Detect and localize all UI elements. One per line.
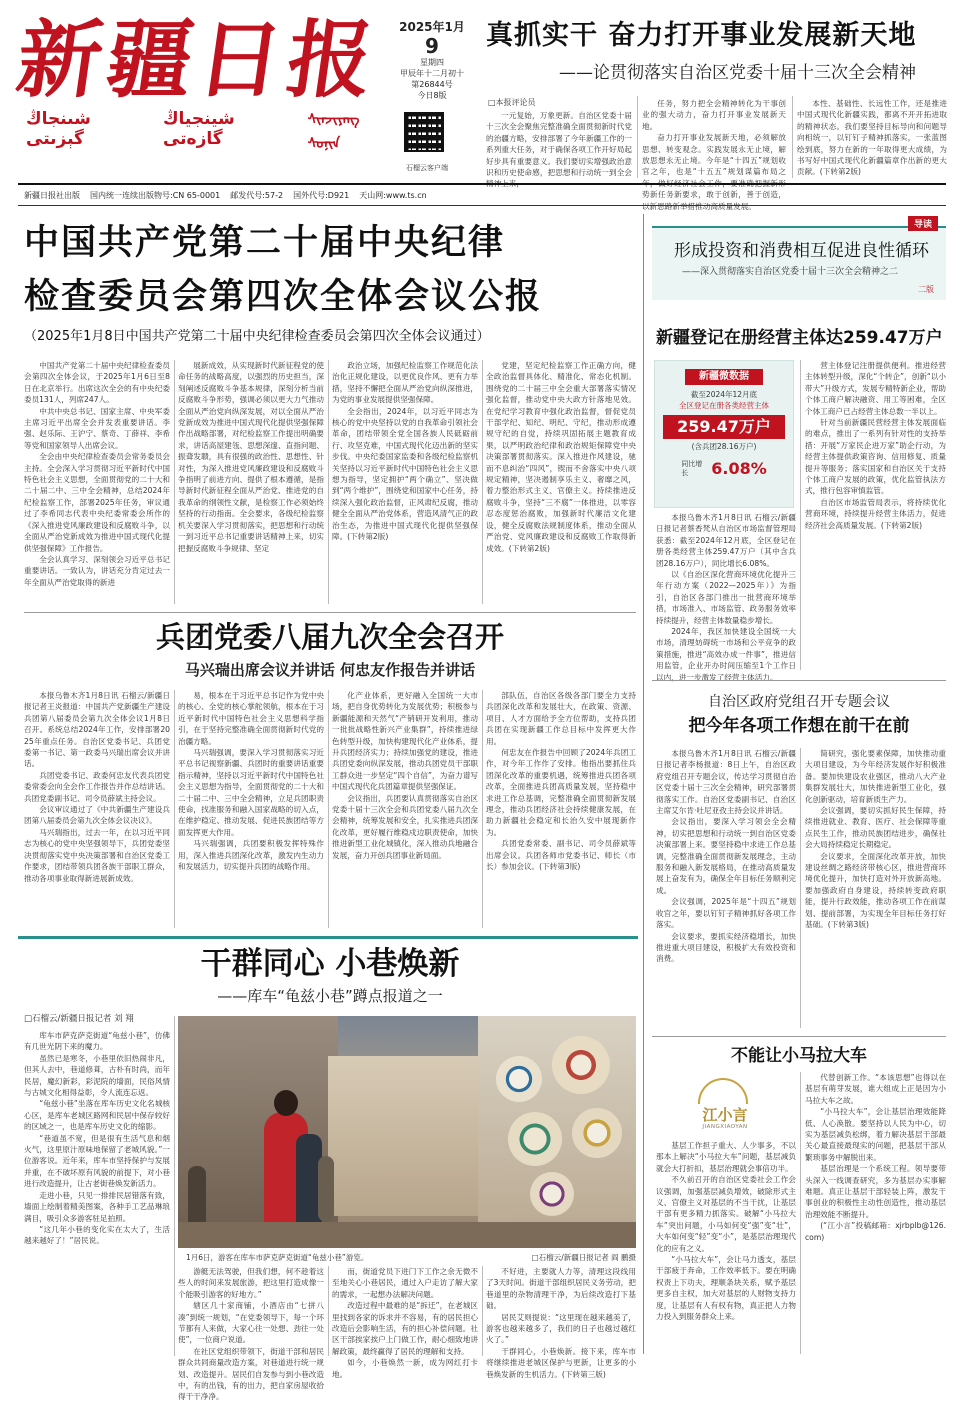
commentary-col1: 一元复始，万象更新。自治区党委十届十三次全会聚焦完整准确全面贯彻新时代党的治疆方略，安排部署了今年新疆工作的一系列重大任务，对于确保各项工作开好局起好步具有重要意义。我们要切实增强政治意识和历史使命感，把思想和行动统一到全会精神上来， [486, 111, 632, 189]
publisher-intl: 国外代号:D921 [293, 190, 350, 200]
guide-page: 二版 [918, 285, 934, 294]
publisher-bar [24, 188, 944, 202]
feature-subtitle: ——库车“龟兹小巷”蹲点报道之一 [217, 987, 443, 1005]
qr-code-icon[interactable] [404, 112, 444, 152]
essay-col1: 基层工作担子重大、人少事多，不以那本上解决“小马拉大车”问题，基层减负就会大打折扣，基层治理就会事倍功半。 不久前召开的自治区党委社会工作会议强调，加强基层减负增效，破除形式主义、官僚主义对基层的不当干扰，让基层干部有更多精力抓落实。破解“小马拉大车”突出问题，小马如何变“强”变“壮”，大车如何变“轻”变“小”，是基层治理现代化的应有之义。 “小马拉大车”，会让马力透支，基层干部疲于奔命，工作效率低下。要在明确权责上下功夫，理顺条块关系，赋予基层更多自主权，加大对基层的人财物支持力度，让基层有人有权有物，真正把人力物力投入到服务群众上来。 [656, 1141, 796, 1322]
data-card-line1: 截至2024年12月底 [690, 390, 758, 399]
issue-number: 第26844号 [411, 80, 453, 89]
masthead-logo [11, 10, 388, 109]
commentary-col3: 本性、基础性、长远性工作，还是推进中国式现代化新疆实践，都离不开开拓进取的精神状态。我们要坚持目标导向和问题导向相统一，以钉钉子精神抓落实，一张蓝图绘到底，努力在新的一年取得更大成绩，为书写好中国式现代化新疆篇章作出新的更大贡献。(下转第2版) [797, 99, 947, 177]
commentary-col2: 任务，努力把全会精神转化为干事创业的强大动力，奋力打开事业发展新天地。 奋力打开事业发展新天地，必须解放思想、转变观念。实践发展永无止境，解放思想永无止境。今年是“十四五”规划收官之年，也是“十五五”规划谋篇布局之年，做好经济社会工作，要准确把握新形势新任务新要求，敢于创新，善于创造，以新思路新举措推动高质量发展。 [642, 99, 786, 211]
date-day: 9 [425, 34, 439, 58]
masthead-minority-scripts [26, 109, 386, 152]
commentary-subtitle: ——论贯彻落实自治区党委十届十三次全会精神 [559, 63, 916, 83]
guide-tag: 导读 [908, 216, 938, 231]
date-weekday: 星期四 [420, 58, 444, 67]
guide-box[interactable] [652, 220, 946, 300]
regional-title-line1: 自治区政府党组召开专题会议 [708, 694, 890, 710]
feature-photo [178, 1016, 636, 1248]
masthead-kazakh: شينجياڭ گازەتى [162, 109, 235, 149]
masthead-logo-text: 新疆日报 [11, 10, 386, 109]
publisher-website: 天山网:www.ts.cn [359, 190, 427, 200]
data-card-title: 新疆微数据 [685, 369, 763, 385]
feature-byline: □石榴云/新疆日报记者 刘 翔 [24, 1014, 134, 1024]
page-count: 今日8版 [417, 91, 447, 100]
data-card-line2: 全区登记在册各类经营主体 [679, 401, 769, 410]
bingtuan-subtitle: 马兴瑞出席会议并讲话 何忠友作报告并讲话 [184, 661, 476, 679]
feature-col3: 而，街道党员下进门下工作之余无微不至地关心小巷居民，通过入户走访了解大家的需求，一起想办法解决问题。 改造过程中最难的是“拆迁”，在老城区里找到各家的诉求并不容易，有的居民担心改造后会影响生活，有的担心补偿问题。社区干部挨家挨户上门做工作，耐心细致地讲解政策，最终赢得了居民的理解和支持。 如今，小巷焕然一新，成为网红打卡地。 [332, 1267, 478, 1379]
qr-caption: 石榴云客户端 [406, 164, 448, 172]
masthead-uyghur: شىنجاڭ گېزىتى [26, 109, 91, 149]
date-box [396, 18, 468, 110]
essay-title: 不能让小马拉大车 [731, 1046, 867, 1066]
publisher-postal: 邮发代号:57-2 [230, 190, 284, 200]
data-card-big: 259.47万户 [663, 415, 785, 439]
essay-column-label: 江小言 [702, 1106, 748, 1124]
publisher-cn-number: 国内统一连续出版物号:CN 65-0001 [90, 190, 221, 200]
bingtuan-col1: 本报乌鲁木齐1月8日讯 石榴云/新疆日报记者王炎报道：中国共产党新疆生产建设兵团第八届委员会第九次全体会议1月8日召开。系统总结2024年工作，安排部署2025年重点任务。自治区党委书记、兵团党委第一书记、第一政委马兴瑞出席会议并讲话。 兵团党委书记、政委何忠友代表兵团党委常委会向全会作工作报告并作总结讲话。兵团党委副书记、司令员薛斌主持会议。 会议审议通过了《中共新疆生产建设兵团第八届委员会第九次全体会议决议》。 马兴瑞指出，过去一年，在以习近平同志为核心的党中央坚强领导下，兵团党委坚决贯彻落实党中央决策部署和自治区党委工作要求，团结带领兵团各族干部职工群众，推动各项事业取得新进展新成效。 [24, 691, 170, 883]
market-title: 新疆登记在册经营主体达259.47万户 [656, 328, 943, 348]
bingtuan-col2: 易，根本在于习近平总书记作为党中央的核心、全党的核心掌舵领航，根本在于习近平新时代中国特色社会主义思想科学指引，在于坚持完整准确全面贯彻新时代党的治疆方略。 马兴瑞强调，要深入学习贯彻落实习近平总书记视察新疆、兵团时的重要讲话重要指示精神，坚持以习近平新时代中国特色社会主义思想为指导，全面贯彻党的二十大和二十届二中、三中全会精神，立足兵团职责使命，找准服务和融入国家战略的切入点，在维护稳定、推动发展、促进民族团结等方面发挥更大作用。 马兴瑞强调，兵团要积极发挥特殊作用，深入推进兵团深化改革，激发内生动力和发展活力，切实提升兵团的战略作用。 [178, 691, 324, 872]
lead-title-line1: 中国共产党第二十届中央纪律 [24, 223, 506, 263]
lead-col1: 中国共产党第二十届中央纪律检查委员会第四次全体会议，于2025年1月6日至8日在北京举行。出席这次全会的有中央纪委委员131人，列席247人。 中共中央总书记、国家主席、中央军委主席习近平出席全会并发表重要讲话。李强、赵乐际、王沪宁、蔡奇、丁薛祥、李希等党和国家领导人出席会议。 全会由中央纪律检查委员会常务委员会主持。全会深入学习贯彻习近平新时代中国特色社会主义思想，全面贯彻党的二十大和二十届二中、三中全会精神，总结2024年纪检监察工作，部署2025年任务，审议通过了李希同志代表中央纪委常委会所作的《深入推进党风廉政建设和反腐败斗争，以全面从严治党新成效为推进中国式现代化提供坚强保障》工作报告。 全会认真学习、深刻领会习近平总书记重要讲话。一致认为，讲话充分肯定过去一年全面从严治党取得的新进 [24, 361, 170, 587]
regional-col2: 简研究，强化要素保障，加快推动重大项目建设，为今年经济发展作好积极准备。要加快建设农业强区，推动八大产业集群发展壮大，加快推进新型工业化，强化创新驱动，培育新质生产力。 会议强调，要切实抓好民生保障，持续推进就业、教育、医疗、社会保障等重点民生工作，推动民族团结进步，确保社会大局持续稳定长期稳定。 会议要求，全面深化改革开放，加快建设丝绸之路经济带核心区，推进营商环境优化提升，加快打造对外开放新高地。要加强政府自身建设，持续转变政府职能，提升行政效能，推动各项工作在前谋划、提前部署，为实现全年目标任务打好基础。(下转第3版) [805, 749, 946, 930]
feature-col4: 不好进，主要就人力等，清理这段线用了3天时间。街道干部组织居民义务劳动，把巷道里的杂物清理干净，为后续改造打下基础。 居民艾则提说：“这里现在越来越美了，游客也越来越多了，我们的日子也越过越红火了。” 干群同心，小巷焕新。接下来，库车市将继续推进老城区保护与更新，让更多的小巷焕发新的生机活力。(下转第三版) [486, 1267, 636, 1379]
feature-col2: 游艇无法驾驶，但我们想，何不趁着这些人的时间来发展旅游，把这里打造成像一个能吸引游客的好地方。” 辖区几十家商铺，小酒店由“七拼八凑”到统一规划，“在党委领导下，每一个环节都有人来做，大家心往一处想、劲往一处使”，一位商户说道。 在社区党组织带领下，街道干部和居民群众共同商量改造方案，对巷道进行统一规划、改造提升。居民们自发参与到小巷改造中，有的出钱，有的出力，把自家房屋收拾得干干净净。 [178, 1267, 324, 1402]
bingtuan-title: 兵团党委八届九次全会召开 [155, 620, 504, 654]
market-col2: 营主体登记注册提供便利。推进经营主体转型升级，深化“个转企”，创新“以小带大”升级方式，发展专精特新企业，帮助个体工商户解决融资、用工等困难，全区个体工商户已占经营主体总数一半以上。 针对当前新疆民营经营主体发展面临的难点，推出了一系列有针对性的支持举措：开展“万家民企进万家”助企行动，为经营主体提供政策咨询、信用修复、质量提升等服务；落实国家和自治区关于支持个体工商户发展的政策，优化监管执法方式，推行包容审慎监管。 自治区市场监管局表示，将持续优化营商环境，持续提升经营主体活力，促进经济社会高质量发展。(下转第2版) [805, 361, 946, 530]
publisher-name: 新疆日报社出版 [24, 190, 80, 200]
data-card-growth-label: 同比增长 [681, 459, 703, 477]
date-year-month: 2025年1月 [399, 20, 465, 34]
data-card-sub: (含兵团28.16万户) [691, 442, 757, 451]
data-card [654, 360, 794, 508]
data-card-growth-value: 6.08% [711, 459, 767, 478]
market-col1: 本报乌鲁木齐1月8日讯 石榴云/新疆日报记者蔡香梵从自治区市场监督管理局获悉：截至2024年12月底，全区登记在册各类经营主体259.47万户（其中含兵团28.16万户），同比增长6.08%。 以《自治区深化营商环境优化提升三年行动方案（2022—2025年）》为指引，自治区各部门推出一批营商环境举措，市场准入、市场监管、政务服务效率持续提升，经营主体数量稳步增长。 2024年，我区加快建设全国统一大市场，清理妨碍统一市场和公平竞争的政策措施，推进“高效办成一件事”，推进信用监管，企业开办时间压缩至1个工作日以内，进一步激发了经营主体活力。 [656, 513, 796, 682]
feature-photo-caption: 1月6日，游客在库车市萨克萨克街道“龟兹小巷”游览。 [186, 1253, 369, 1262]
feature-title: 干群同心 小巷焕新 [200, 946, 460, 982]
date-lunar: 甲辰年十二月初十 [400, 69, 464, 78]
fan-decor-icon [698, 1078, 748, 1104]
feature-photo-credit: □石榴云/新疆日报记者 阎 鹏摄 [531, 1253, 636, 1262]
bingtuan-col3: 化产业体系，更好融入全国统一大市场，把自身优势转化为发展优势；积极参与新疆能源和天然气“产销研开发利用，推动一批批战略性新兴产业集群”，持续推进绿色转型升级，加快构建现代化产业体系，提升兵团经济实力；持续加强党的建设，推进兵团党委向纵深发展，推动兵团党员干部职工群众进一步坚定“四个自信”，为奋力谱写中国式现代化兵团篇章提供坚强保证。 会议指出，兵团要认真贯彻落实自治区党委十届十三次全会和兵团党委八届九次全会精神，统筹发展和安全，扎实推进兵团深化改革，更好履行维稳戍边职责使命，加快推进新型工业化城镇化，深入推动兵地融合发展，奋力开创兵团事业新局面。 [332, 691, 478, 860]
lead-col4: 党建，坚定纪检监察工作正确方向，健全政治监督具体化、精准化、常态化机制。围绕党的二十届三中全会重大部署落实情况强化监督，推动党中央大政方针落地见效。在党纪学习教育中强化政治监督，督促党员干部学纪、知纪、明纪、守纪，推动形成遵规守纪的自觉，持续巩固拓展主题教育成果，以严明政治纪律和政治规矩保障党中央决策部署贯彻落实。深入推进作风建设，驰而不息纠治“四风”，锲而不舍落实中央八项规定精神，坚决遏制享乐主义、奢靡之风，着力整治形式主义、官僚主义。持续推进反腐败斗争，坚持“三不腐”一体推进，以零容忍态度惩治腐败，加强新时代廉洁文化建设，健全反腐败法规制度体系，推动全面从严治党、党风廉政建设和反腐败工作取得新成效。(下转第2版) [486, 361, 636, 553]
regional-col1: 本报乌鲁木齐1月8日讯 石榴云/新疆日报记者李杨报道：8日上午，自治区政府党组召开专题会议，传达学习贯彻自治区党委十届十三次全会精神，研究部署贯彻落实工作。自治区党委副书记、自治区主席艾尔肯·吐尼亚孜主持会议并讲话。 会议指出，要深入学习领会全会精神，切实把思想和行动统一到自治区党委决策部署上来。要坚持稳中求进工作总基调，完整准确全面贯彻新发展理念，主动服务和融入新发展格局，在推动高质量发展上奋发有为，确保全年目标任务顺利完成。 会议强调，2025年是“十四五”规划收官之年，要以钉钉子精神抓好各项工作落实。 会议要求，要抓实经济稳增长，加快推进重大项目建设，积极扩大有效投资和消费。 [656, 749, 796, 964]
regional-title-line2: 把今年各项工作想在前干在前 [688, 716, 910, 736]
commentary-byline: □本报评论员 [488, 98, 536, 107]
essay-column-label-en: JIANGXIAOYAN [702, 1124, 748, 1130]
masthead-mongol: ᠰᠢᠨᠵᠢᠶᠠᠩ ᠰᠣᠨᠢᠨ [307, 112, 360, 152]
lead-col3: 政治立场，加强纪检监察工作规范化法治化正规化建设，以更优良作风、更有力举措，坚持不懈把全面从严治党向纵深推进，为党的事业发展提供坚强保障。 全会指出，2024年，以习近平同志为核心的党中央坚持以党的自我革命引领社会革命，团结带领全党全国各族人民砥砺前行、攻坚克难，中国式现代化迈出新的坚实步伐。中央纪委国家监委和各级纪检监察机关坚持以习近平新时代中国特色社会主义思想为指导，坚定拥护“两个确立”、坚决做到“两个维护”，围绕党和国家中心任务，持续深入强化政治监督，正风肃纪反腐，推动健全全面从严治党体系，营造风清气正的政治生态，为推进中国式现代化提供坚强保障。(下转第2版) [332, 361, 478, 542]
lead-col2: 展新成效，从实现新时代新征程党的使命任务的战略高度，以强烈的历史担当，深刻阐述反腐败斗争基本规律，深刻分析当前反腐败斗争形势，强调必须以更大力气推动全面从严治党向纵深发展，对以全面从严治党新成效为推进中国式现代化提供坚强保障作出战略部署，对纪检监察工作提出明确要求，讲话高屋建瓴、思想深邃、直指问题、振聋发聩，具有很强的政治性、思想性、针对性，为深入推进党风廉政建设和反腐败斗争指明了前进方向、提供了根本遵循，是指导新时代新征程全面从严治党、推进党的自我革命的纲领性文献，是检察工作必须始终坚持的行动指南。全会要求，各级纪检监察机关要深入学习贯彻落实，把思想和行动统一到习近平总书记重要讲话精神上来，切实把握反腐败斗争规律、坚定 [178, 361, 324, 553]
guide-title: 形成投资和消费相互促进良性循环 [674, 241, 929, 261]
bingtuan-col4: 部队伍，自治区各级各部门要全力支持兵团深化改革和发展壮大，在政策、资源、项目、人才方面给予全方位帮助，支持兵团兵团在实现新疆工作总目标中发挥更大作用。 何忠友在作报告中回顾了2024年兵团工作，对今年工作作了安排。他指出要抓住兵团深化改革的重要机遇，统筹推进兵团各项改革，全面推进兵团高质量发展，坚持稳中求进工作总基调，完整准确全面贯彻新发展理念，推动兵团经济社会持续健康发展，在助力新疆社会稳定和长治久安中展现新作为。 兵团党委常委、副书记、司令员薛斌等出席会议。兵团各师市党委书记、师长（市长）参加会议。(下转第3版) [486, 691, 636, 872]
feature-col1: 库车市萨克萨克街道“龟兹小巷”，仿佛有几世光阴下来的魔力。 虽然已是寒冬，小巷里依旧热闹非凡，但其人去中，巷道修葺，古朴有时尚，而年民居，魔幻新彩，彩泥院的墙面，民俗风情与古城文化相得益彰，令人流连忘返。 “龟兹小巷”坐落在库车历史文化名城核心区，是库车老城区路网和民居中保存较好的区域之一，也是库车历史文化的缩影。 “巷道虽不宽，但是很有生活气息和烟火气，这里原汁原味地保留了老城风貌。”一位游客说。近年来，库车市坚持保护与发展并重，在不破坏原有风貌的前提下，对小巷进行改造提升，让古老街巷焕发新活力。 走进小巷，只见一排排民居错落有致，墙面上绘制着精美图案，各种手工艺品琳琅满目，吸引众多游客驻足拍照。 “这几年小巷的变化实在太大了，生活越来越好了！”居民说。 [24, 1031, 170, 1246]
lead-subtitle: （2025年1月8日中国共产党第二十届中央纪律检查委员会第四次全体会议通过） [24, 329, 490, 344]
guide-subtitle: ——深入贯彻落实自治区党委十届十三次全会精神之二 [682, 267, 899, 277]
essay-col2: 代替创新工作。“本该思想”也得以在基层有萌芽发展，谁大组成上正是因为小马拉大车之故。 “小马拉大车”，会让基层治理效能降低、人心涣散。要坚持以人民为中心，切实为基层减负松绑，着力解决基层干部最关心最直接最现实的问题，把基层干部从繁琐事务中解脱出来。 基层治理是一个系统工程。领导要带头深入一线调查研究，多为基层办实事解难题。真正让基层干部轻装上阵，激发干事创业的积极性主动性创造性，推动基层治理效能不断提升。 (“江小言”投稿邮箱：xjrbplb@126.com) [805, 1073, 946, 1242]
lead-title-line2: 检查委员会第四次全体会议公报 [24, 277, 543, 317]
commentary-title: 真抓实干 奋力打开事业发展新天地 [486, 20, 917, 51]
